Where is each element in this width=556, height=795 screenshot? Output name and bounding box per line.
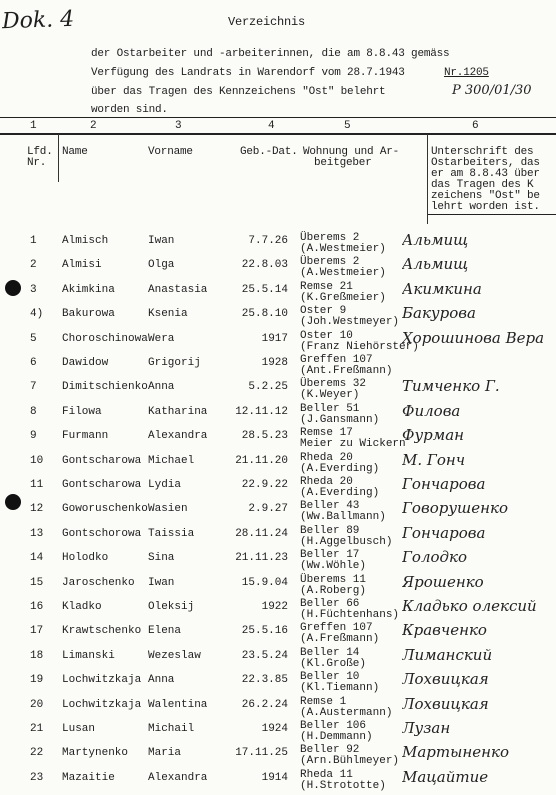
row-vorname: Walentina bbox=[148, 698, 208, 711]
table-row bbox=[0, 645, 556, 673]
table-row bbox=[0, 279, 556, 307]
row-name: Filowa bbox=[62, 405, 102, 418]
row-signature: М. Гонч bbox=[402, 450, 466, 469]
header-unterschrift-6: lehrt worden ist. bbox=[431, 201, 540, 213]
row-vorname: Anastasia bbox=[148, 283, 208, 296]
row-gebdat: 28.11.24 bbox=[235, 527, 288, 540]
row-employer: (Franz Niehörster) bbox=[300, 340, 419, 353]
row-address: Beller 89 bbox=[300, 524, 360, 537]
row-signature: Альмищ bbox=[402, 255, 469, 274]
table-row bbox=[0, 255, 556, 282]
row-vorname: Iwan bbox=[148, 576, 175, 589]
row-name: Akimkina bbox=[62, 283, 115, 296]
col-number-6: 6 bbox=[472, 120, 479, 132]
row-number: 11 bbox=[30, 479, 44, 491]
row-vorname: Elena bbox=[148, 625, 182, 638]
row-address: Beller 17 bbox=[300, 549, 360, 562]
header-unterschrift-4: das Tragen des K bbox=[431, 179, 534, 191]
row-name: Holodko bbox=[62, 552, 109, 565]
row-signature: Тимченко Г. bbox=[402, 377, 500, 396]
col-number-3: 3 bbox=[175, 120, 182, 132]
row-employer: (Ww.Ballmann) bbox=[300, 511, 386, 524]
row-employer: (H.Demmann) bbox=[300, 731, 373, 743]
row-employer: (H.Aggelbusch) bbox=[300, 535, 393, 548]
row-name: Limanski bbox=[62, 649, 115, 662]
row-gebdat: 22.3.85 bbox=[241, 674, 288, 687]
row-address: Rheda 20 bbox=[300, 451, 353, 464]
table-row bbox=[0, 304, 556, 331]
row-number: 5 bbox=[30, 332, 37, 345]
row-vorname: Alexandra bbox=[148, 430, 208, 443]
row-number: 7 bbox=[30, 381, 37, 394]
row-employer: (A.Everding) bbox=[300, 462, 380, 475]
row-name: Kladko bbox=[62, 601, 102, 613]
row-gebdat: 2.9.27 bbox=[248, 503, 288, 516]
row-name: Goworuschenko bbox=[62, 503, 148, 516]
col-number-5: 5 bbox=[344, 120, 351, 132]
row-name: Jaroschenko bbox=[62, 576, 135, 589]
row-gebdat: 12.11.12 bbox=[235, 405, 288, 418]
row-signature: Гончарова bbox=[402, 475, 486, 493]
reference-p: P 300/01/30 bbox=[452, 83, 532, 98]
row-signature: Лиманский bbox=[402, 645, 493, 664]
row-signature: Голодко bbox=[402, 548, 468, 567]
row-vorname: Oleksij bbox=[148, 601, 195, 613]
row-address: Greffen 107 bbox=[300, 354, 373, 366]
row-address: Beller 10 bbox=[300, 671, 360, 684]
row-employer: (A.Austermann) bbox=[300, 706, 393, 719]
row-number: 15 bbox=[30, 576, 44, 589]
row-signature: Лохвицкая bbox=[402, 694, 489, 713]
row-gebdat: 21.11.20 bbox=[235, 454, 288, 467]
row-address: Remse 17 bbox=[300, 427, 353, 440]
table-row bbox=[0, 450, 556, 478]
intro-line-3: über das Tragen des Kennzeichens "Ost" belehrt bbox=[91, 86, 386, 98]
header-vorname: Vorname bbox=[148, 146, 193, 158]
row-employer: (A.Freßmann) bbox=[300, 633, 380, 646]
row-vorname: Anna bbox=[148, 381, 175, 394]
row-number: 17 bbox=[30, 625, 44, 638]
row-signature: Мартыненко bbox=[402, 743, 509, 762]
row-signature: Хорошинова Вера bbox=[402, 328, 545, 347]
table-row bbox=[0, 694, 556, 722]
table-row bbox=[0, 767, 556, 795]
header-gebdat: Geb.-Dat. bbox=[240, 146, 298, 158]
column-divider-lfd bbox=[58, 134, 59, 182]
row-signature: Бакурова bbox=[402, 304, 476, 323]
table-row bbox=[0, 719, 556, 746]
table-row bbox=[0, 401, 556, 429]
column-divider-sig bbox=[427, 134, 428, 224]
row-name: Martynenko bbox=[62, 747, 129, 760]
row-gebdat: 17.11.25 bbox=[235, 747, 288, 760]
row-name: Lochwitzkaja bbox=[62, 674, 142, 687]
row-number: 21 bbox=[30, 723, 44, 735]
row-signature: Альмищ bbox=[402, 231, 469, 249]
row-gebdat: 25.5.14 bbox=[241, 283, 288, 296]
row-address: Remse 1 bbox=[300, 695, 347, 708]
row-employer: (Ww.Wöhle) bbox=[300, 560, 367, 573]
row-employer: (H.Strototte) bbox=[300, 779, 386, 792]
row-vorname: Taissia bbox=[148, 527, 195, 540]
row-gebdat: 26.2.24 bbox=[241, 698, 288, 711]
row-name: Gontschorowa bbox=[62, 527, 142, 540]
header-unterschrift-1: Unterschrift des bbox=[431, 146, 534, 158]
row-address: Beller 66 bbox=[300, 598, 360, 610]
row-signature: Филова bbox=[402, 401, 461, 420]
row-employer: (A.Westmeier) bbox=[300, 243, 386, 255]
header-unterschrift-3: er am 8.8.43 über bbox=[431, 168, 540, 180]
row-vorname: Lydia bbox=[148, 479, 182, 491]
row-name: Lochwitzkaja bbox=[62, 698, 142, 711]
intro-line-1: der Ostarbeiter und -arbeiterinnen, die am 8.8.43 gemäss bbox=[91, 48, 450, 60]
table-row bbox=[0, 499, 556, 526]
row-number: 16 bbox=[30, 601, 44, 613]
row-gebdat: 1924 bbox=[261, 723, 288, 735]
table-row bbox=[0, 670, 556, 697]
row-signature: Кладько олексий bbox=[402, 597, 537, 615]
row-address: Beller 106 bbox=[300, 720, 367, 732]
row-gebdat: 1922 bbox=[261, 601, 288, 613]
row-vorname: Wezeslaw bbox=[148, 649, 201, 662]
row-vorname: Wasien bbox=[148, 503, 188, 516]
row-name: Almisi bbox=[62, 259, 102, 272]
table-row bbox=[0, 743, 556, 770]
row-name: Dawidow bbox=[62, 357, 109, 369]
intro-line-2: Verfügung des Landrats in Warendorf vom 28.7.1943 bbox=[91, 67, 405, 79]
row-vorname: Olga bbox=[148, 259, 175, 272]
row-gebdat: 7.7.26 bbox=[248, 235, 288, 247]
row-number: 2 bbox=[30, 259, 37, 272]
table-row bbox=[0, 475, 556, 502]
table-row bbox=[0, 356, 556, 380]
row-number: 13 bbox=[30, 527, 44, 540]
row-employer: Meier zu Wickern bbox=[300, 438, 406, 451]
row-name: Dimitschienko bbox=[62, 381, 148, 394]
row-address: Beller 51 bbox=[300, 402, 360, 415]
row-vorname: Alexandra bbox=[148, 771, 208, 784]
table-row bbox=[0, 548, 556, 575]
header-lfd-2: Nr. bbox=[27, 157, 47, 169]
row-employer: (Kl.Große) bbox=[300, 657, 367, 670]
row-employer: (A.Roberg) bbox=[300, 584, 367, 597]
header-unterschrift-2: Ostarbeiters, das bbox=[431, 157, 540, 169]
row-number: 1 bbox=[30, 235, 37, 247]
row-gebdat: 28.5.23 bbox=[241, 430, 288, 443]
row-employer: (K.Weyer) bbox=[300, 389, 360, 402]
row-signature: Ярошенко bbox=[402, 572, 484, 591]
row-name: Gontscharowa bbox=[62, 479, 142, 491]
header-name: Name bbox=[62, 146, 88, 158]
row-address: Oster 9 bbox=[300, 305, 347, 318]
row-vorname: Michael bbox=[148, 454, 195, 467]
row-vorname: Michail bbox=[148, 723, 195, 735]
row-address: Überems 2 bbox=[300, 256, 360, 269]
row-name: Bakurowa bbox=[62, 308, 115, 321]
row-gebdat: 1917 bbox=[261, 332, 288, 345]
row-gebdat: 25.8.10 bbox=[241, 308, 288, 321]
header-unterschrift-5: zeichens "Ost" be bbox=[431, 190, 540, 202]
row-vorname: Grigorij bbox=[148, 357, 201, 369]
row-vorname: Sina bbox=[148, 552, 175, 565]
row-name: Krawtschenko bbox=[62, 625, 142, 638]
row-employer: (Arn.Bühlmeyer) bbox=[300, 755, 400, 768]
row-address: Überems 2 bbox=[300, 232, 360, 244]
row-name: Lusan bbox=[62, 723, 96, 735]
row-number: 22 bbox=[30, 747, 44, 760]
row-number: 3 bbox=[30, 283, 37, 296]
row-name: Almisch bbox=[62, 235, 109, 247]
reference-number: Nr.1205 bbox=[444, 67, 489, 79]
row-signature: Лузан bbox=[402, 719, 451, 737]
row-signature: Фурман bbox=[402, 426, 465, 445]
row-gebdat: 1928 bbox=[261, 357, 288, 369]
row-vorname: Anna bbox=[148, 674, 175, 687]
row-vorname: Ksenia bbox=[148, 308, 188, 321]
row-signature: Лохвицкая bbox=[402, 670, 489, 689]
row-gebdat: 25.5.16 bbox=[241, 625, 288, 638]
row-vorname: Katharina bbox=[148, 405, 208, 418]
row-address: Remse 21 bbox=[300, 280, 353, 293]
header-wohnung-2: beitgeber bbox=[314, 157, 372, 169]
row-gebdat: 23.5.24 bbox=[241, 649, 288, 662]
intro-line-4: worden sind. bbox=[91, 104, 168, 116]
document-mark: Dok. 4 bbox=[1, 6, 75, 35]
row-gebdat: 1914 bbox=[261, 771, 288, 784]
row-number: 14 bbox=[30, 552, 44, 565]
row-address: Rheda 20 bbox=[300, 476, 353, 488]
col-number-1: 1 bbox=[30, 120, 37, 132]
row-employer: (A.Everding) bbox=[300, 487, 380, 499]
row-address: Überems 32 bbox=[300, 378, 367, 391]
table-row bbox=[0, 377, 556, 404]
col-number-4: 4 bbox=[268, 120, 275, 132]
row-address: Beller 14 bbox=[300, 646, 360, 659]
row-address: Überems 11 bbox=[300, 573, 367, 586]
row-employer: (Ant.Freßmann) bbox=[300, 365, 393, 377]
row-employer: (J.Gansmann) bbox=[300, 413, 380, 426]
row-signature: Кравченко bbox=[402, 621, 487, 640]
table-row bbox=[0, 621, 556, 648]
row-address: Beller 92 bbox=[300, 744, 360, 757]
row-vorname: Maria bbox=[148, 747, 182, 760]
row-employer: (H.Füchtenhans) bbox=[300, 609, 400, 621]
row-signature: Говорушенко bbox=[402, 499, 508, 518]
row-name: Gontscharowa bbox=[62, 454, 142, 467]
table-row bbox=[0, 597, 556, 624]
row-employer: (Joh.Westmeyer) bbox=[300, 316, 400, 329]
row-gebdat: 21.11.23 bbox=[235, 552, 288, 565]
row-number: 18 bbox=[30, 649, 44, 662]
row-gebdat: 22.8.03 bbox=[241, 259, 288, 272]
top-rule bbox=[0, 117, 556, 118]
row-vorname: Iwan bbox=[148, 235, 175, 247]
row-address: Beller 43 bbox=[300, 500, 360, 513]
row-number: 12 bbox=[30, 503, 44, 516]
table-row bbox=[0, 231, 556, 258]
row-gebdat: 5.2.25 bbox=[248, 381, 288, 394]
column-number-rule bbox=[0, 133, 556, 135]
table-row bbox=[0, 572, 556, 600]
row-number: 6 bbox=[30, 357, 37, 369]
row-gebdat: 22.9.22 bbox=[241, 479, 288, 491]
row-number: 19 bbox=[30, 674, 44, 687]
table-row bbox=[0, 328, 556, 356]
row-signature: Акимкина bbox=[402, 279, 482, 298]
row-address: Oster 10 bbox=[300, 329, 353, 342]
header-wohnung-1: Wohnung und Ar- bbox=[303, 146, 400, 158]
row-address: Rheda 11 bbox=[300, 768, 353, 781]
row-signature: Мацайтие bbox=[402, 767, 489, 786]
row-vorname: Wera bbox=[148, 332, 175, 345]
header-lfd-1: Lfd. bbox=[27, 146, 53, 158]
row-number: 10 bbox=[30, 454, 44, 467]
row-employer: (Kl.Tiemann) bbox=[300, 682, 380, 695]
row-number: 9 bbox=[30, 430, 37, 443]
header-underline bbox=[428, 214, 556, 215]
table-row bbox=[0, 523, 556, 551]
row-gebdat: 15.9.04 bbox=[241, 576, 288, 589]
row-employer: (A.Westmeier) bbox=[300, 267, 386, 280]
row-address: Greffen 107 bbox=[300, 622, 373, 635]
table-row bbox=[0, 426, 556, 453]
document-title: Verzeichnis bbox=[228, 15, 306, 29]
row-name: Mazaitie bbox=[62, 771, 115, 784]
row-number: 4) bbox=[30, 308, 44, 321]
row-signature: Гончарова bbox=[402, 523, 486, 542]
row-number: 20 bbox=[30, 698, 44, 711]
row-number: 8 bbox=[30, 405, 37, 418]
row-employer: (K.Greßmeier) bbox=[300, 291, 386, 304]
row-name: Choroschinowa bbox=[62, 332, 148, 345]
col-number-2: 2 bbox=[90, 120, 97, 132]
row-number: 23 bbox=[30, 771, 44, 784]
row-name: Furmann bbox=[62, 430, 109, 443]
